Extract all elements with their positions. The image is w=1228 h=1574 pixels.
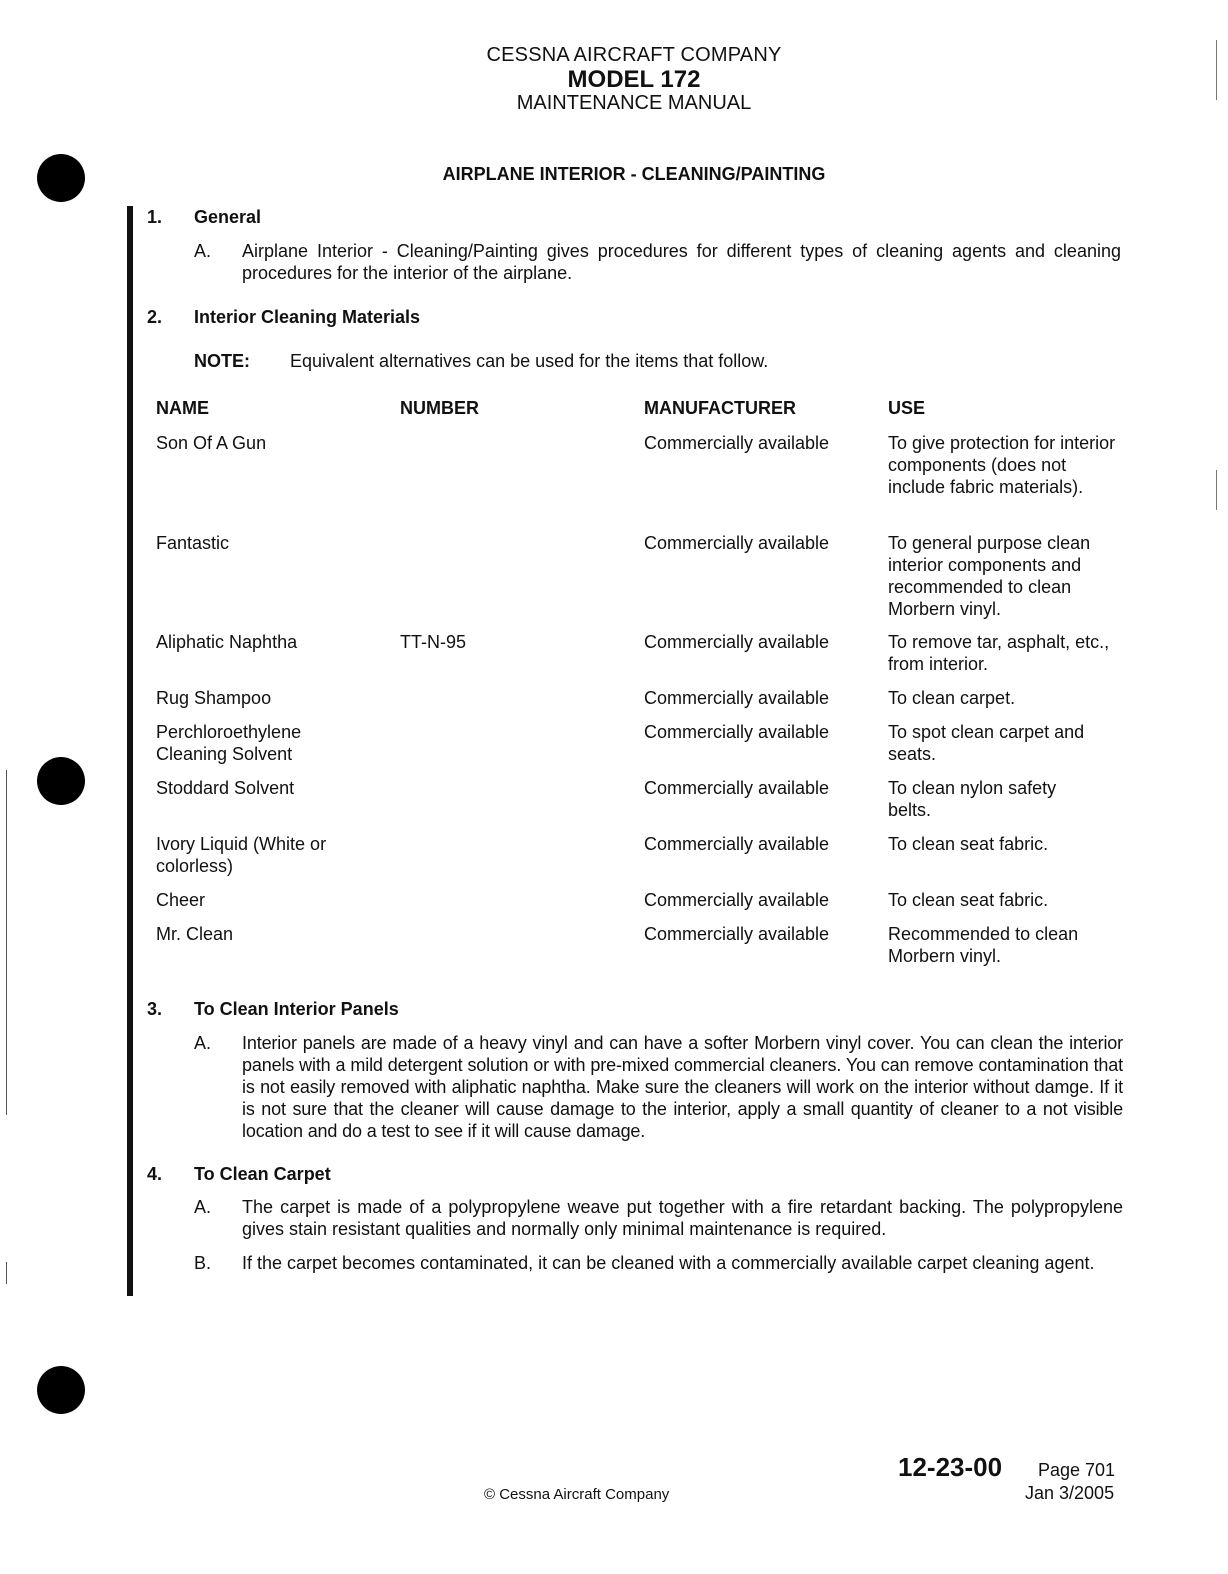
cell-use: To clean seat fabric. — [888, 890, 1049, 910]
page-number: Page 701 — [1038, 1460, 1116, 1480]
cell-manufacturer: Commercially available — [644, 722, 830, 742]
page-title: AIRPLANE INTERIOR - CLEANING/PAINTING — [442, 164, 826, 184]
cell-use: To give protection for interior components (does not include fabric materials). — [888, 433, 1116, 497]
scan-edge-line — [1216, 470, 1217, 510]
scan-edge-line — [6, 770, 7, 1115]
cell-name: Son Of A Gun — [156, 433, 267, 453]
cell-manufacturer: Commercially available — [644, 632, 830, 652]
binder-hole — [37, 1366, 85, 1414]
column-header-number: NUMBER — [400, 398, 479, 418]
section-1-heading: General — [194, 207, 262, 227]
section-1-a-text: Airplane Interior - Cleaning/Painting gives procedures for different types of cleaning agents and cleaning procedures for the interior of the airplane. — [242, 241, 1121, 283]
cell-manufacturer: Commercially available — [644, 778, 830, 798]
revision-date: Jan 3/2005 — [1025, 1483, 1115, 1503]
section-1-number: 1. — [147, 207, 163, 227]
section-4-b-text: If the carpet becomes contaminated, it can be cleaned with a commercially available carpet cleaning agent. — [242, 1253, 1095, 1273]
header-model: MODEL 172 — [567, 66, 701, 93]
cell-name: Aliphatic Naphtha — [156, 632, 298, 652]
cell-use: To clean seat fabric. — [888, 834, 1049, 854]
cell-name: Rug Shampoo — [156, 688, 272, 708]
cell-name: Fantastic — [156, 533, 230, 553]
cell-name: Stoddard Solvent — [156, 778, 295, 798]
scan-edge-line — [6, 1262, 7, 1284]
section-4-b-label: B. — [194, 1253, 212, 1273]
section-4-heading: To Clean Carpet — [194, 1164, 331, 1184]
cell-use: To clean carpet. — [888, 688, 1016, 708]
section-4-a-text: The carpet is made of a polypropylene weave put together with a fire retardant backing. The polypropylene gives stain resistant qualities and normally only minimal maintenance is required. — [242, 1197, 1123, 1239]
section-3-heading: To Clean Interior Panels — [194, 999, 399, 1019]
column-header-use: USE — [888, 398, 926, 418]
section-4-number: 4. — [147, 1164, 163, 1184]
section-3-number: 3. — [147, 999, 163, 1019]
cell-manufacturer: Commercially available — [644, 924, 830, 944]
cell-manufacturer: Commercially available — [644, 834, 830, 854]
chapter-code: 12-23-00 — [898, 1452, 1003, 1482]
cell-name: Cheer — [156, 890, 206, 910]
cell-manufacturer: Commercially available — [644, 533, 830, 553]
cell-name: Ivory Liquid (White or colorless) — [156, 834, 327, 876]
cell-use: To remove tar, asphalt, etc., from interior. — [888, 632, 1110, 674]
binder-hole — [37, 757, 85, 805]
header-company: CESSNA AIRCRAFT COMPANY — [486, 44, 782, 66]
cell-name: Mr. Clean — [156, 924, 234, 944]
section-3-a-label: A. — [194, 1033, 212, 1053]
section-1-a-label: A. — [194, 241, 212, 261]
cell-use: Recommended to clean Morbern vinyl. — [888, 924, 1079, 966]
cell-manufacturer: Commercially available — [644, 433, 830, 453]
cell-use: To spot clean carpet and seats. — [888, 722, 1085, 764]
cell-name: Perchloroethylene Cleaning Solvent — [156, 722, 302, 764]
cell-manufacturer: Commercially available — [644, 688, 830, 708]
header-manual: MAINTENANCE MANUAL — [516, 92, 752, 114]
cell-number: TT-N-95 — [400, 632, 467, 652]
section-2-number: 2. — [147, 307, 163, 327]
column-header-manufacturer: MANUFACTURER — [644, 398, 796, 418]
column-header-name: NAME — [156, 398, 209, 418]
copyright: © Cessna Aircraft Company — [484, 1486, 670, 1503]
cell-use: To general purpose clean interior components and recommended to clean Morbern vinyl. — [888, 533, 1091, 619]
cell-use: To clean nylon safety belts. — [888, 778, 1057, 820]
note-label: NOTE: — [194, 351, 250, 371]
note-text: Equivalent alternatives can be used for the items that follow. — [290, 351, 769, 371]
section-3-a-text: Interior panels are made of a heavy vinyl and can have a softer Morbern vinyl cover. You can clean the interior panels with a mild detergent solution or with pre-mixed commercial cleaners. You can remove contamination that is not easily removed with aliphatic naphtha. Make sure the cleaners will work on the interior without damge. If it is not sure that the cleaner will cause damage to the interior, apply a small quantity of cleaner to a not visible location and do a test to see if it will cause damage. — [242, 1033, 1123, 1141]
section-2-heading: Interior Cleaning Materials — [194, 307, 421, 327]
cell-manufacturer: Commercially available — [644, 890, 830, 910]
change-bar — [127, 206, 133, 1296]
section-4-a-label: A. — [194, 1197, 212, 1217]
